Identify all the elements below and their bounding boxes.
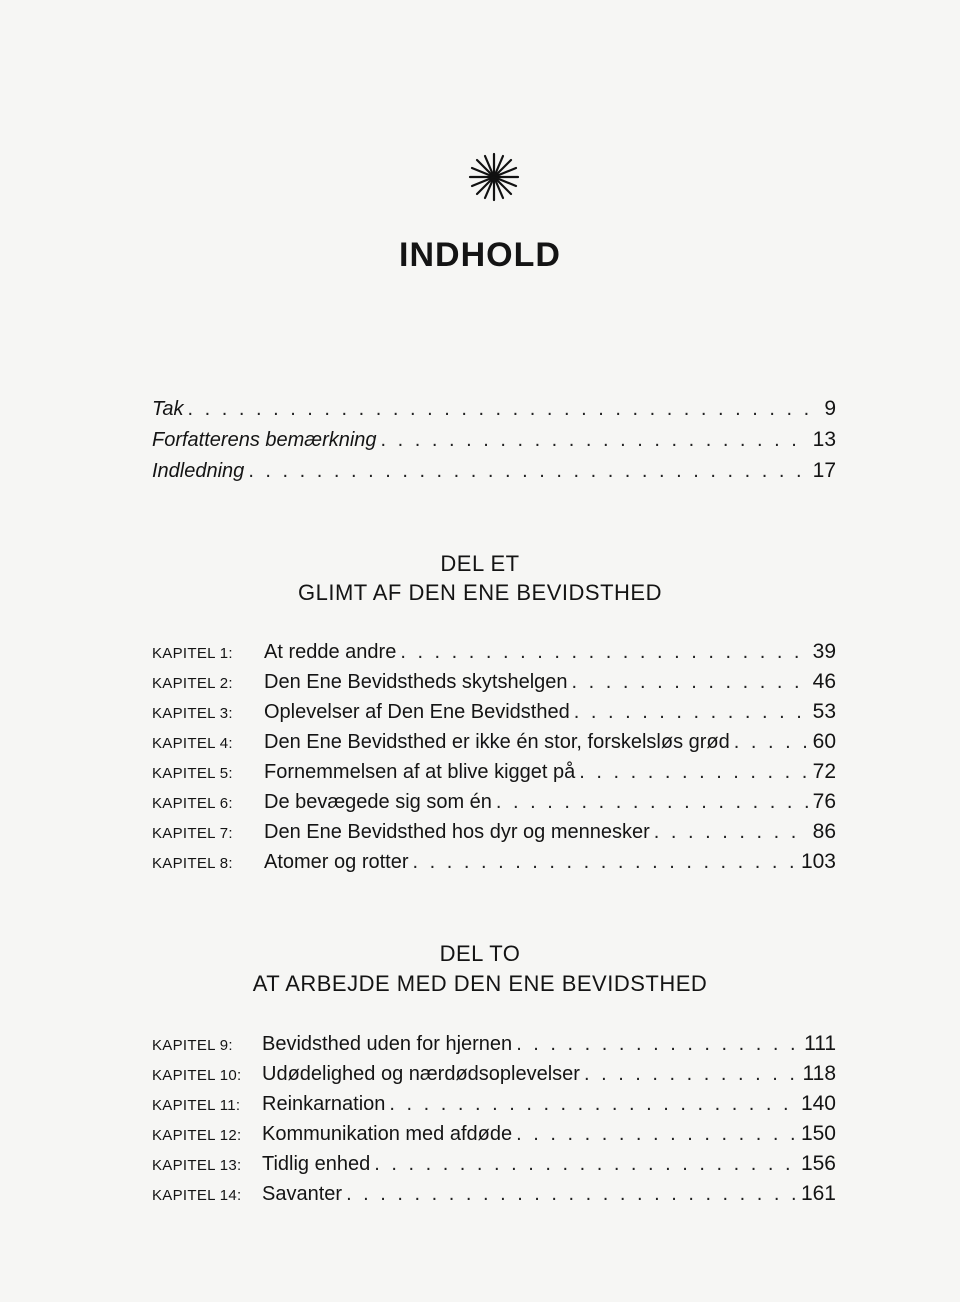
chapter-number: KAPITEL 13: <box>152 1157 242 1174</box>
toc-entry-page: 13 <box>812 428 836 451</box>
dot-leader <box>516 1123 797 1146</box>
dot-leader <box>496 791 809 814</box>
dot-leader <box>389 1093 797 1116</box>
chapter-entry <box>152 1152 836 1180</box>
chapter-title: Den Ene Bevidsthed er ikke én stor, forskelsløs grød <box>264 731 730 753</box>
toc-entry-tak <box>152 397 836 425</box>
toc-entry-title: Tak <box>152 398 184 420</box>
chapter-entry <box>152 640 836 668</box>
chapter-number: KAPITEL 1: <box>152 645 233 662</box>
chapter-entry <box>152 1062 836 1090</box>
page-title: INDHOLD <box>399 236 561 274</box>
chapter-number: KAPITEL 11: <box>152 1097 241 1114</box>
dot-leader <box>248 460 808 483</box>
chapter-title: At redde andre <box>264 641 397 663</box>
chapter-page: 140 <box>800 1092 836 1115</box>
chapter-number: KAPITEL 7: <box>152 825 233 842</box>
dot-leader <box>381 429 809 452</box>
chapter-page: 86 <box>812 820 836 843</box>
chapter-page: 60 <box>812 730 836 753</box>
dot-leader <box>734 731 809 754</box>
chapter-title: Oplevelser af Den Ene Bevidsthed <box>264 701 570 723</box>
chapter-entry <box>152 760 836 788</box>
chapter-page: 118 <box>802 1062 836 1085</box>
toc-entry-title: Forfatterens bemærkning <box>152 429 377 451</box>
dot-leader <box>584 1063 799 1086</box>
chapter-number: KAPITEL 4: <box>152 735 233 752</box>
chapter-entry <box>152 820 836 848</box>
chapter-number: KAPITEL 9: <box>152 1037 233 1054</box>
toc-entry-forfatterens-bemaerkning <box>152 428 836 456</box>
dot-leader <box>346 1183 797 1206</box>
dot-leader <box>572 671 809 694</box>
dot-leader <box>400 641 808 664</box>
dot-leader <box>579 761 808 784</box>
chapter-number: KAPITEL 2: <box>152 675 233 692</box>
part-title: AT ARBEJDE MED DEN ENE BEVIDSTHED <box>252 971 708 996</box>
chapter-entry <box>152 1182 836 1210</box>
chapter-number: KAPITEL 3: <box>152 705 233 722</box>
chapter-title: De bevægede sig som én <box>264 791 492 813</box>
chapter-title: Reinkarnation <box>262 1093 386 1115</box>
chapter-number: KAPITEL 8: <box>152 855 233 872</box>
dot-leader <box>413 851 797 874</box>
chapter-number: KAPITEL 6: <box>152 795 233 812</box>
chapter-title: Den Ene Bevidsthed hos dyr og mennesker <box>264 821 650 843</box>
toc-entry-page: 9 <box>824 397 836 420</box>
chapter-page: 72 <box>812 760 836 783</box>
chapter-entry <box>152 850 836 878</box>
chapter-page: 150 <box>800 1122 836 1145</box>
chapter-title: Den Ene Bevidstheds skytshelgen <box>264 671 568 693</box>
chapter-entry <box>152 1032 836 1060</box>
dot-leader <box>516 1033 800 1056</box>
dot-leader <box>574 701 809 724</box>
chapter-number: KAPITEL 12: <box>152 1127 242 1144</box>
toc-entry-title: Indledning <box>152 460 245 482</box>
chapter-number: KAPITEL 10: <box>152 1067 242 1084</box>
chapter-entry <box>152 790 836 818</box>
chapter-page: 53 <box>812 700 836 723</box>
chapter-number: KAPITEL 14: <box>152 1187 242 1204</box>
chapter-title: Kommunikation med afdøde <box>262 1123 513 1145</box>
chapter-title: Savanter <box>262 1183 343 1205</box>
toc-entry-indledning <box>152 459 836 487</box>
chapter-page: 39 <box>812 640 836 663</box>
chapter-entry <box>152 670 836 698</box>
chapter-page: 111 <box>804 1032 836 1055</box>
chapter-title: Tidlig enhed <box>262 1153 371 1175</box>
chapter-entry <box>152 1122 836 1150</box>
dot-leader <box>654 821 809 844</box>
chapter-entry <box>152 1092 836 1120</box>
chapter-page: 46 <box>812 670 836 693</box>
part-title: GLIMT AF DEN ENE BEVIDSTHED <box>298 580 662 605</box>
chapter-entry <box>152 700 836 728</box>
chapter-page: 76 <box>812 790 836 813</box>
part-label: DEL TO <box>439 941 521 966</box>
chapter-title: Bevidsthed uden for hjernen <box>262 1033 513 1055</box>
chapter-page: 103 <box>800 850 836 873</box>
chapter-entry <box>152 730 836 758</box>
chapter-title: Udødelighed og nærdødsoplevelser <box>262 1063 580 1085</box>
starburst-icon <box>466 152 522 202</box>
dot-leader <box>188 398 821 421</box>
chapter-title: Fornemmelsen af at blive kigget på <box>264 761 576 783</box>
dot-leader <box>374 1153 797 1176</box>
part-label: DEL ET <box>440 551 520 576</box>
chapter-page: 161 <box>800 1182 836 1205</box>
chapter-number: KAPITEL 5: <box>152 765 233 782</box>
chapter-title: Atomer og rotter <box>264 851 409 873</box>
chapter-page: 156 <box>800 1152 836 1175</box>
toc-entry-page: 17 <box>812 459 836 482</box>
